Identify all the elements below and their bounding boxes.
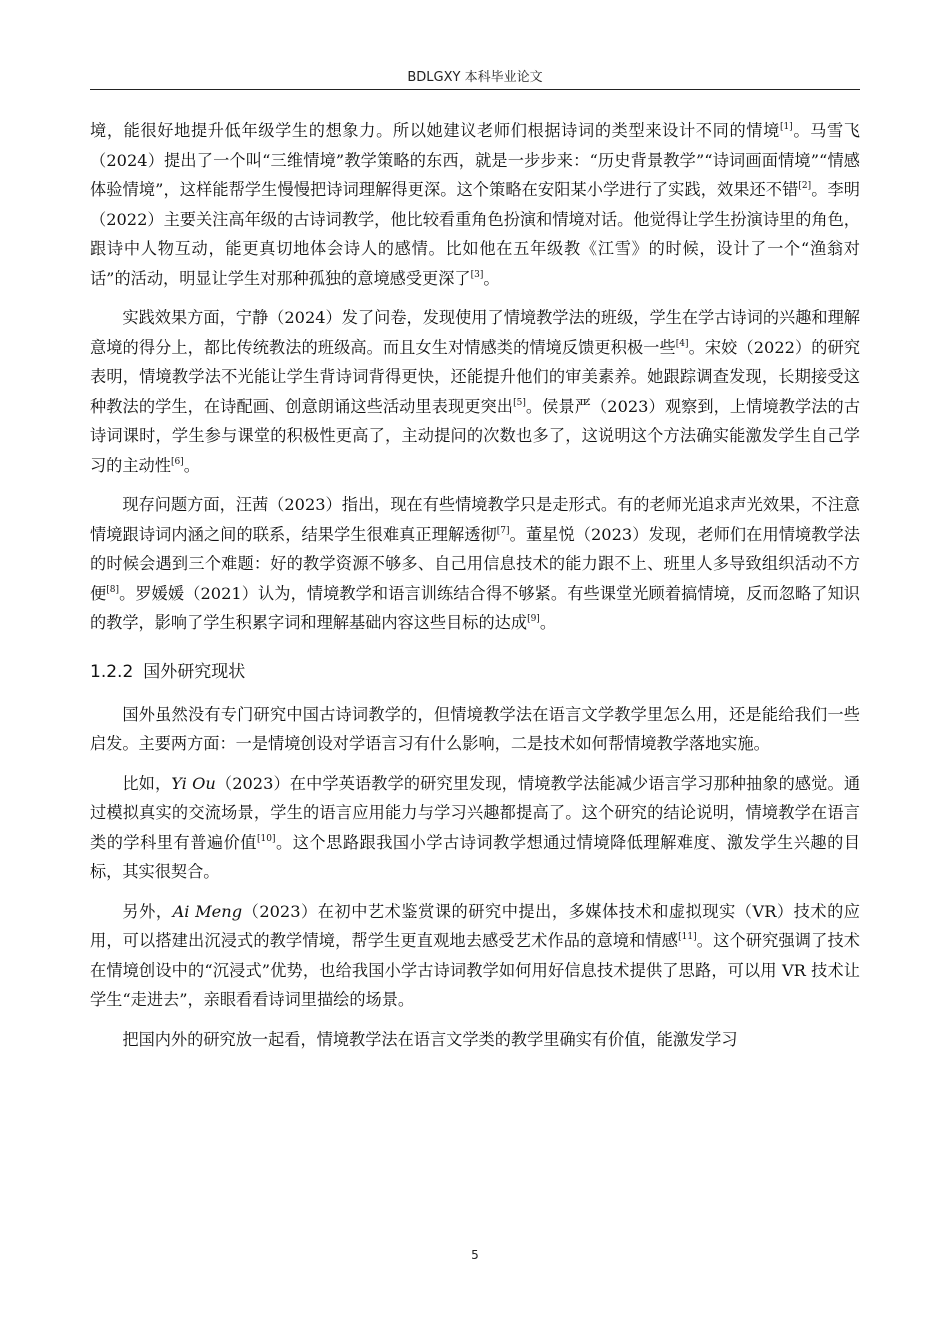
text-run: 国外虽然没有专门研究中国古诗词教学的，但情境教学法在语言文学教学里怎么用，还是能给我们一些启发。主要两方面：一是情境创设对学语言习有什么影响，二是技术如何帮情境教学落地实施。: [90, 704, 860, 753]
text-run: 实践效果方面，宁静（2024）发了问卷，发现使用了情境教学法的班级，学生在学古诗词的兴趣和理解意境的得分上，都比传统教法的班级高。而且女生对情感类的情境反馈更积极一些: [90, 308, 860, 357]
text-run: 。这个研究强调了技术在情境创设中的“沉浸式”优势，也给我国小学古诗词教学如何用好信息技术提供了思路，可以用 VR 技术让学生“走进去”，亲眼看看诗词里描绘的场景。: [90, 931, 860, 1009]
citation-ref[interactable]: [2]: [798, 181, 812, 191]
citation-ref[interactable]: [7]: [496, 525, 510, 536]
text-run: 。: [183, 455, 200, 475]
author-name: Ai Meng: [172, 901, 243, 921]
text-run: 比如，: [122, 773, 172, 793]
author-name: Yi Ou: [171, 773, 216, 793]
citation-ref[interactable]: [4]: [675, 338, 689, 349]
paragraph-1: [90, 116, 860, 293]
text-run: 境，能很好地提升低年级学生的想象力。所以她建议老师们根据诗词的类型来设计不同的情境: [90, 121, 780, 140]
text-run: 另外，: [122, 901, 173, 921]
text-run: 把国内外的研究放一起看，情境教学法在语言文学类的教学里确实有价值，能激发学习: [122, 1029, 738, 1049]
citation-ref[interactable]: [11]: [678, 932, 697, 942]
citation-ref[interactable]: [6]: [170, 456, 184, 467]
page-number: 5: [471, 1248, 479, 1262]
text-run: 。: [539, 613, 556, 632]
text-run: 现存问题方面，汪茜（2023）指出，现在有些情境教学只是走形式。有的老师光追求声光效果，不注意情境跟诗词内涵之间的联系，结果学生很难真正理解透彻: [90, 495, 860, 544]
text-run: 。宋姣（2022）的研究表明，情境教学法不光能让学生背诗词背得更快，还能提升他们的审美素养。她跟踪调查发现，长期接受这种教法的学生，在诗配画、创意朗诵这些活动里表现更突出: [90, 337, 861, 416]
paragraph-4: [90, 700, 860, 759]
text-run: （2023）在中学英语教学的研究里发现，情境教学法能减少语言学习那种抽象的感觉。通过模拟真实的交流场景，学生的语言应用能力与学习兴趣都提高了。这个研究的结论说明，情境教学在语言类的学科里有普遍价值: [90, 773, 861, 852]
section-title: 国外研究现状: [143, 661, 246, 682]
paragraph-5: [90, 769, 860, 887]
text-run: 。李明（2022）主要关注高年级的古诗词教学，他比较看重角色扮演和情境对话。他觉得让学生扮演诗里的角色，跟诗中人物互动，能更真切地体会诗人的感情。比如他在五年级教《江雪》的时候，设计了一个“渔翁对话”的活动，明显让学生对那种孤独的意境感受更深了: [90, 180, 860, 288]
text-run: （2023）在初中艺术鉴赏课的研究中提出，多媒体技术和虚拟现实（VR）技术的应用，可以搭建出沉浸式的教学情境，帮学生更直观地去感受艺术作品的意境和情感: [90, 901, 860, 950]
citation-ref[interactable]: [3]: [470, 269, 484, 280]
header-divider: [90, 89, 860, 90]
paragraph-2: [90, 303, 860, 480]
body-text: [90, 116, 860, 1064]
paragraph-6: [90, 897, 860, 1015]
text-run: 。罗媛媛（2021）认为，情境教学和语言训练结合得不够紧。有些课堂光顾着搞情境，反而忽略了知识的教学，影响了学生积累字词和理解基础内容这些目标的达成: [90, 583, 860, 632]
text-run: 。董星悦（2023）发现，老师们在用情境教学法的时候会遇到三个难题：好的教学资源不够多、自己用信息技术的能力跟不上、班里人多导致组织活动不方便: [90, 524, 860, 603]
section-number: 1.2.2: [90, 661, 134, 682]
citation-ref[interactable]: [1]: [779, 122, 793, 132]
paragraph-3: [90, 490, 860, 638]
citation-ref[interactable]: [5]: [513, 397, 526, 408]
paragraph-7: [90, 1025, 860, 1055]
citation-ref[interactable]: [9]: [527, 614, 540, 624]
citation-ref[interactable]: [10]: [257, 833, 276, 844]
running-header: BDLGXY 本科毕业论文: [407, 70, 543, 85]
text-run: 。这个思路跟我国小学古诗词教学想通过情境降低理解难度、激发学生兴趣的目标，其实很契合。: [90, 832, 861, 881]
text-run: 。: [483, 268, 500, 288]
section-heading: [90, 660, 860, 684]
text-run: 。侯景严（2023）观察到，上情境教学法的古诗词课时，学生参与课堂的积极性更高了，主动提问的次数也多了，这说明这个方法确实能激发学生自己学习的主动性: [90, 396, 861, 475]
text-run: 。马雪飞（2024）提出了一个叫“三维情境”教学策略的东西，就是一步步来：“历史背景教学”“诗词画面情境”“情感体验情境”，这样能帮学生慢慢把诗词理解得更深。这个策略在安阳某小学进行了实践，效果还不错: [90, 121, 860, 199]
citation-ref[interactable]: [8]: [106, 584, 120, 595]
